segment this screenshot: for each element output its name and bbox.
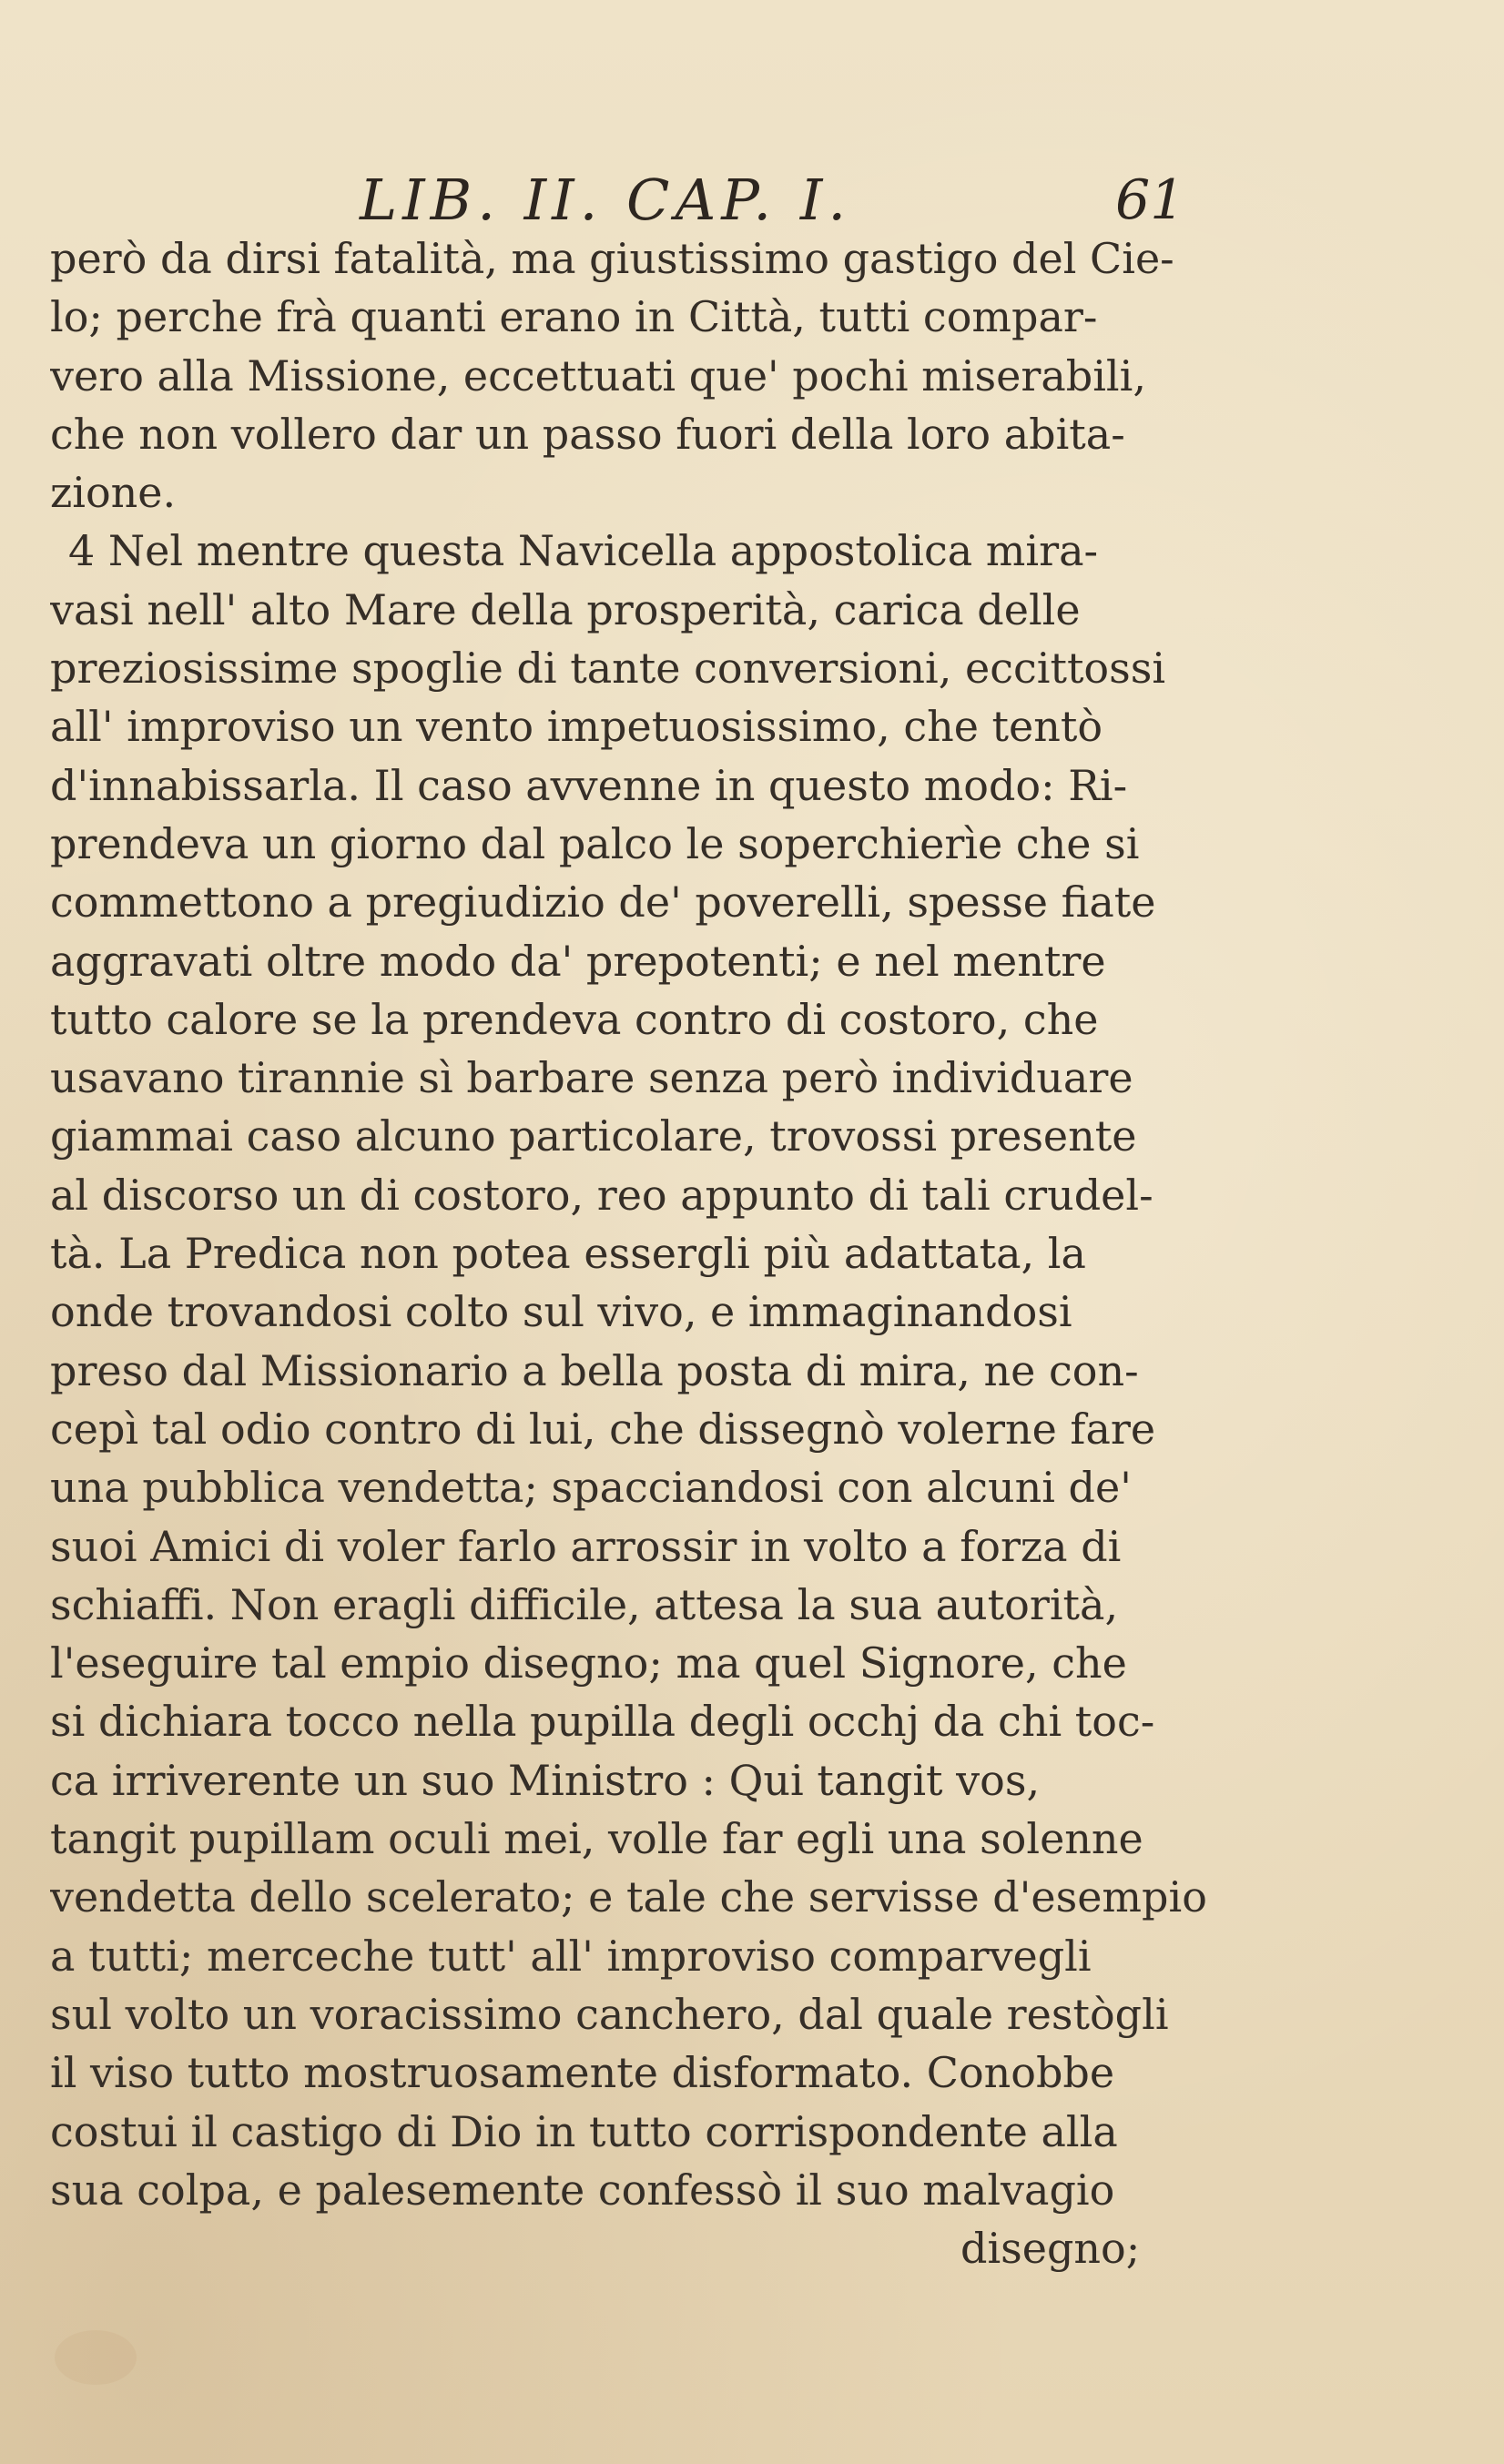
text-line: al discorso un di costoro, reo appunto di tali crudel- xyxy=(50,1170,1153,1220)
running-head: LIB. II. CAP. I. xyxy=(360,167,852,233)
text-line: tutto calore se la prendeva contro di costoro, che xyxy=(50,994,1099,1044)
catchword: disegno; xyxy=(960,2224,1141,2274)
text-line: zione. xyxy=(50,468,177,518)
text-line: lo; perche frà quanti erano in Città, tutti compar- xyxy=(50,292,1098,342)
text-line: sul volto un voracissimo canchero, dal quale restògli xyxy=(50,1989,1169,2039)
text-line: schiaffi. Non eragli difficile, attesa la sua autorità, xyxy=(50,1579,1119,1629)
text-line: usavano tirannie sì barbare senza però individuare xyxy=(50,1053,1133,1103)
page-number: 61 xyxy=(1115,168,1185,232)
text-line: una pubblica vendetta; spacciandosi con alcuni de' xyxy=(50,1463,1132,1513)
text-line: si dichiara tocco nella pupilla degli occhj da chi toc- xyxy=(50,1697,1155,1747)
text-line: suoi Amici di voler farlo arrossir in volto a forza di xyxy=(50,1521,1122,1571)
text-line: aggravati oltre modo da' prepotenti; e nel mentre xyxy=(50,936,1106,986)
text-line: sua colpa, e palesemente confessò il suo malvagio xyxy=(50,2165,1115,2215)
text-line: all' improviso un vento impetuosissimo, che tentò xyxy=(50,702,1103,752)
text-line: tà. La Predica non potea essergli più adattata, la xyxy=(50,1229,1086,1279)
text-line: il viso tutto mostruosamente disformato. Conobbe xyxy=(50,2048,1115,2098)
text-line: d'innabissarla. Il caso avvenne in questo modo: Ri- xyxy=(50,760,1128,810)
text-line: cepì tal odio contro di lui, che dissegnò volerne fare xyxy=(50,1404,1156,1454)
paper-stain xyxy=(55,2330,137,2385)
text-line: vendetta dello scelerato; e tale che servisse d'esempio xyxy=(50,1872,1207,1922)
text-line: vero alla Missione, eccettuati que' pochi miserabili, xyxy=(50,350,1146,401)
text-line: costui il castigo di Dio in tutto corrispondente alla xyxy=(50,2106,1118,2156)
text-line: a tutti; merceche tutt' all' improviso comparvegli xyxy=(50,1931,1092,1981)
text-line: però da dirsi fatalità, ma giustissimo gastigo del Cie- xyxy=(50,234,1174,283)
text-line: prendeva un giorno dal palco le soperchierìe che si xyxy=(50,818,1140,868)
page-header xyxy=(0,164,1504,237)
text-line: commettono a pregiudizio de' poverelli, spesse fiate xyxy=(50,877,1156,928)
text-line: preso dal Missionario a bella posta di mira, ne con- xyxy=(50,1345,1139,1395)
text-line: giammai caso alcuno particolare, trovossi presente xyxy=(50,1111,1137,1161)
text-line: vasi nell' alto Mare della prosperità, carica delle xyxy=(50,584,1081,634)
paragraph-start-line: 4 Nel mentre questa Navicella appostolica mira- xyxy=(68,526,1099,576)
text-line: l'eseguire tal empio disegno; ma quel Signore, che xyxy=(50,1638,1127,1688)
text-line: ca irriverente un suo Ministro : Qui tangit vos, xyxy=(50,1755,1041,1805)
text-line: tangit pupillam oculi mei, volle far egli una solenne xyxy=(50,1814,1143,1864)
text-line: preziosissime spoglie di tante conversioni, eccittossi xyxy=(50,644,1166,694)
body-text xyxy=(50,229,1234,2277)
text-line: onde trovandosi colto sul vivo, e immaginandosi xyxy=(50,1287,1072,1337)
text-line: che non vollero dar un passo fuori della loro abita- xyxy=(50,409,1125,459)
